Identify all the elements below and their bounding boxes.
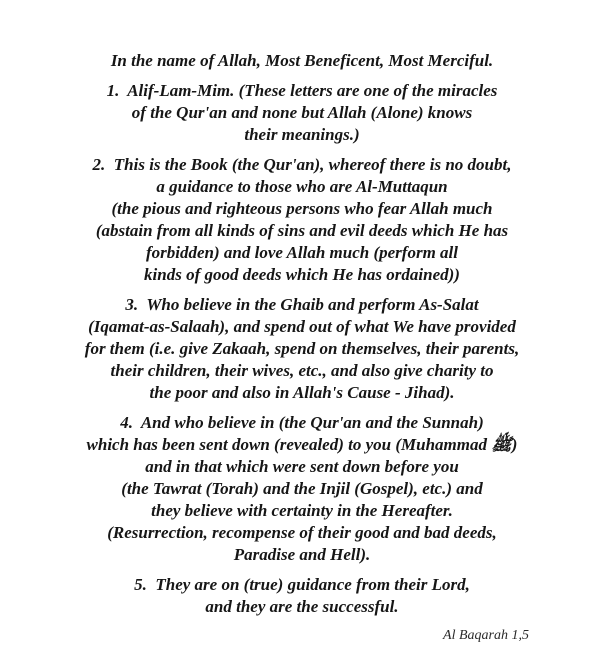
verse-3 bbox=[40, 294, 564, 404]
surah-attribution: Al Baqarah 1,5 bbox=[443, 628, 529, 643]
verse-line: 4. And who believe in (the Qur'an and the Sunnah) bbox=[120, 413, 484, 432]
verse-line: Paradise and Hell). bbox=[233, 545, 371, 564]
verse-5 bbox=[40, 574, 564, 618]
verse-line: their meanings.) bbox=[244, 125, 360, 144]
verse-line: forbidden) and love Allah much (perform all bbox=[146, 243, 458, 262]
verse-line: 5. They are on (true) guidance from their Lord, bbox=[134, 575, 470, 594]
verse-line: kinds of good deeds which He has ordained)) bbox=[144, 265, 460, 284]
bismillah-line: In the name of Allah, Most Beneficent, Most Merciful. bbox=[110, 51, 494, 70]
verse-line: 2. This is the Book (the Qur'an), whereof there is no doubt, bbox=[92, 155, 512, 174]
verse-line: (abstain from all kinds of sins and evil deeds which He has bbox=[95, 221, 509, 240]
verse-line: for them (i.e. give Zakaah, spend on themselves, their parents, bbox=[84, 339, 520, 358]
verse-4 bbox=[40, 412, 564, 566]
verse-line: 3. Who believe in the Ghaib and perform As-Salat bbox=[125, 295, 479, 314]
bismillah bbox=[40, 50, 564, 72]
verse-line: of the Qur'an and none but Allah (Alone) knows bbox=[131, 103, 473, 122]
verse-2 bbox=[40, 154, 564, 286]
verse-1 bbox=[40, 80, 564, 146]
verse-line: (Iqamat-as-Salaah), and spend out of what We have provided bbox=[88, 317, 516, 336]
verse-line: they believe with certainty in the Hereafter. bbox=[151, 501, 453, 520]
verse-line: which has been sent down (revealed) to you (Muhammad ﷺ) bbox=[86, 435, 518, 454]
verse-line: (Resurrection, recompense of their good and bad deeds, bbox=[107, 523, 497, 542]
verse-line: their children, their wives, etc., and also give charity to bbox=[110, 361, 494, 380]
verse-line: (the pious and righteous persons who fear Allah much bbox=[111, 199, 493, 218]
verse-line: and in that which were sent down before you bbox=[145, 457, 459, 476]
verse-line: a guidance to those who are Al-Muttaqun bbox=[156, 177, 448, 196]
verse-line: (the Tawrat (Torah) and the Injil (Gospel), etc.) and bbox=[121, 479, 483, 498]
verse-line: the poor and also in Allah's Cause - Jihad). bbox=[149, 383, 455, 402]
verse-line: 1. Alif-Lam-Mim. (These letters are one of the miracles bbox=[106, 81, 498, 100]
verse-line: and they are the successful. bbox=[205, 597, 399, 616]
